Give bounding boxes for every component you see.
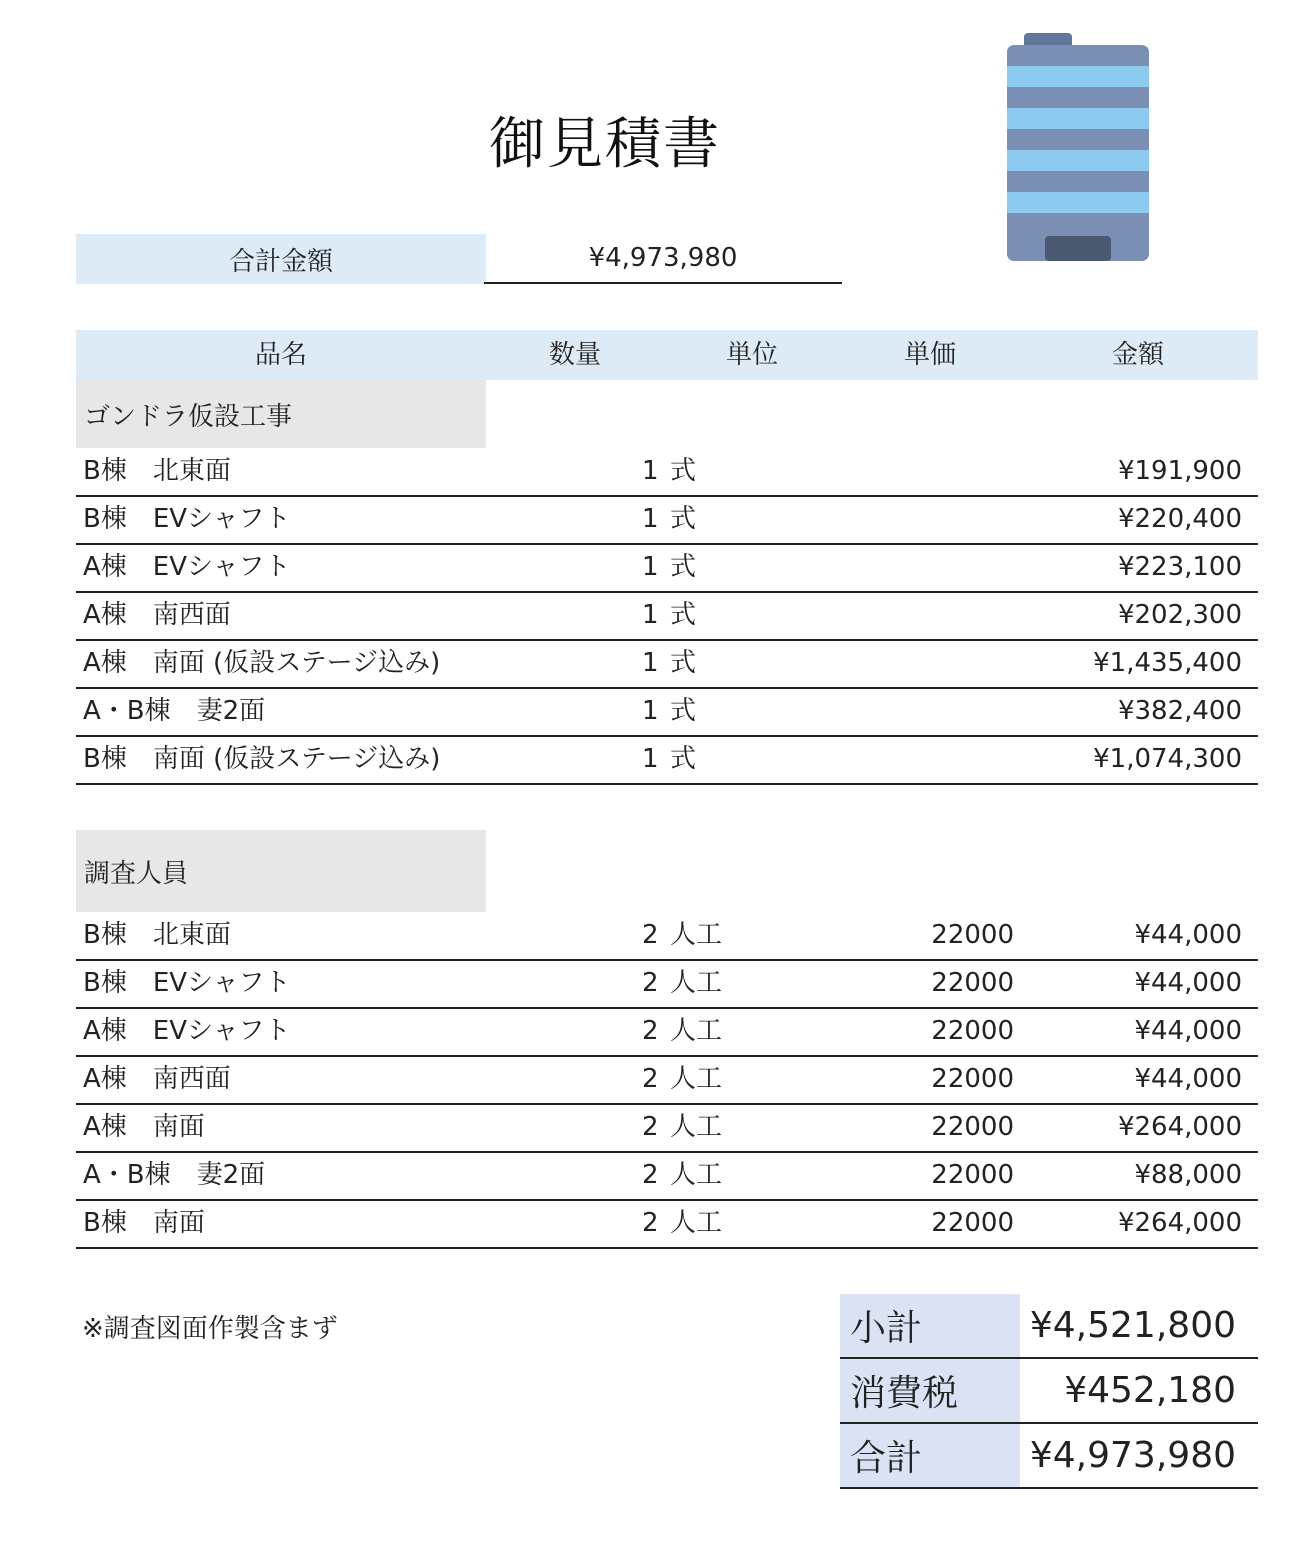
col-qty: 数量: [548, 340, 601, 370]
row-unit: 人工: [670, 1208, 723, 1238]
grand-total-row: [840, 1424, 1258, 1489]
row-unit: 式: [670, 600, 697, 630]
row-unit: 式: [670, 552, 697, 582]
row-unit: 人工: [670, 1016, 723, 1046]
table-row: [76, 1152, 1258, 1201]
section-title-survey: 調査人員: [76, 830, 486, 912]
row-amount: ¥220,400: [1117, 504, 1242, 534]
subtotal-label: 小計: [840, 1294, 1020, 1357]
row-qty: 1: [642, 600, 659, 630]
row-amount: ¥202,300: [1117, 600, 1242, 630]
row-qty: 2: [642, 1160, 659, 1190]
row-qty: 1: [642, 744, 659, 774]
row-name: B棟 北東面: [83, 456, 231, 486]
row-qty: 2: [642, 1016, 659, 1046]
row-name: A棟 EVシャフト: [83, 552, 291, 582]
row-amount: ¥44,000: [1134, 920, 1242, 950]
row-unit: 式: [670, 456, 697, 486]
tax-value: ¥452,180: [1064, 1370, 1236, 1411]
row-name: A・B棟 妻2面: [83, 696, 266, 726]
table-row: [76, 912, 1258, 961]
row-name: A棟 南西面: [83, 600, 231, 630]
row-name: B棟 南面 (仮設ステージ込み): [83, 744, 441, 774]
table-row: [76, 496, 1258, 545]
row-qty: 1: [642, 456, 659, 486]
col-amount: 金額: [1111, 340, 1164, 370]
row-name: B棟 EVシャフト: [83, 504, 291, 534]
tax-row: [840, 1359, 1258, 1424]
table-row: [76, 1008, 1258, 1057]
row-name: A棟 南西面: [83, 1064, 231, 1094]
table-row: [76, 1104, 1258, 1153]
row-price: 22000: [931, 920, 1014, 950]
row-amount: ¥44,000: [1134, 1016, 1242, 1046]
table-row: [76, 448, 1258, 497]
row-price: 22000: [931, 1112, 1014, 1142]
row-qty: 1: [642, 648, 659, 678]
row-name: A棟 南面: [83, 1112, 205, 1142]
table-row: [76, 688, 1258, 737]
subtotal-value: ¥4,521,800: [1029, 1305, 1236, 1346]
row-name: A棟 EVシャフト: [83, 1016, 291, 1046]
row-price: 22000: [931, 1208, 1014, 1238]
subtotal-row: [840, 1294, 1258, 1359]
row-name: B棟 EVシャフト: [83, 968, 291, 998]
table-row: [76, 1200, 1258, 1249]
row-qty: 1: [642, 504, 659, 534]
grand-total-label: 合計: [840, 1424, 1020, 1487]
row-amount: ¥44,000: [1134, 968, 1242, 998]
row-amount: ¥382,400: [1117, 696, 1242, 726]
row-unit: 式: [670, 504, 697, 534]
document-title: 御見積書: [489, 112, 721, 177]
row-qty: 1: [642, 696, 659, 726]
row-amount: ¥264,000: [1117, 1208, 1242, 1238]
section-title-gondola: ゴンドラ仮設工事: [76, 380, 486, 448]
row-amount: ¥44,000: [1134, 1064, 1242, 1094]
row-price: 22000: [931, 1160, 1014, 1190]
row-name: B棟 南面: [83, 1208, 205, 1238]
tax-label: 消費税: [840, 1359, 1020, 1422]
row-amount: ¥88,000: [1134, 1160, 1242, 1190]
row-amount: ¥223,100: [1117, 552, 1242, 582]
row-qty: 2: [642, 1208, 659, 1238]
table-header: [76, 330, 1258, 380]
row-amount: ¥264,000: [1117, 1112, 1242, 1142]
row-price: 22000: [931, 968, 1014, 998]
col-name: 品名: [254, 340, 307, 370]
table-row: [76, 640, 1258, 689]
row-qty: 2: [642, 1064, 659, 1094]
col-unit: 単位: [725, 340, 778, 370]
row-qty: 2: [642, 920, 659, 950]
table-row: [76, 592, 1258, 641]
total-amount-value: ¥4,973,980: [484, 234, 842, 284]
table-row: [76, 960, 1258, 1009]
row-price: 22000: [931, 1016, 1014, 1046]
row-unit: 人工: [670, 920, 723, 950]
row-name: A棟 南面 (仮設ステージ込み): [83, 648, 441, 678]
row-amount: ¥191,900: [1117, 456, 1242, 486]
row-qty: 2: [642, 968, 659, 998]
row-qty: 2: [642, 1112, 659, 1142]
row-name: B棟 北東面: [83, 920, 231, 950]
row-unit: 人工: [670, 1112, 723, 1142]
table-row: [76, 544, 1258, 593]
row-unit: 人工: [670, 1160, 723, 1190]
office-building-icon: [1007, 33, 1149, 261]
row-amount: ¥1,435,400: [1093, 648, 1242, 678]
row-unit: 人工: [670, 968, 723, 998]
row-name: A・B棟 妻2面: [83, 1160, 266, 1190]
row-qty: 1: [642, 552, 659, 582]
row-unit: 式: [670, 648, 697, 678]
row-unit: 式: [670, 696, 697, 726]
total-amount-label: 合計金額: [76, 234, 486, 284]
row-unit: 式: [670, 744, 697, 774]
row-price: 22000: [931, 1064, 1014, 1094]
col-price: 単価: [903, 340, 956, 370]
row-amount: ¥1,074,300: [1093, 744, 1242, 774]
row-unit: 人工: [670, 1064, 723, 1094]
table-row: [76, 1056, 1258, 1105]
grand-total-value: ¥4,973,980: [1029, 1435, 1236, 1476]
table-row: [76, 736, 1258, 785]
footnote: ※調査図面作製含まず: [82, 1314, 338, 1344]
